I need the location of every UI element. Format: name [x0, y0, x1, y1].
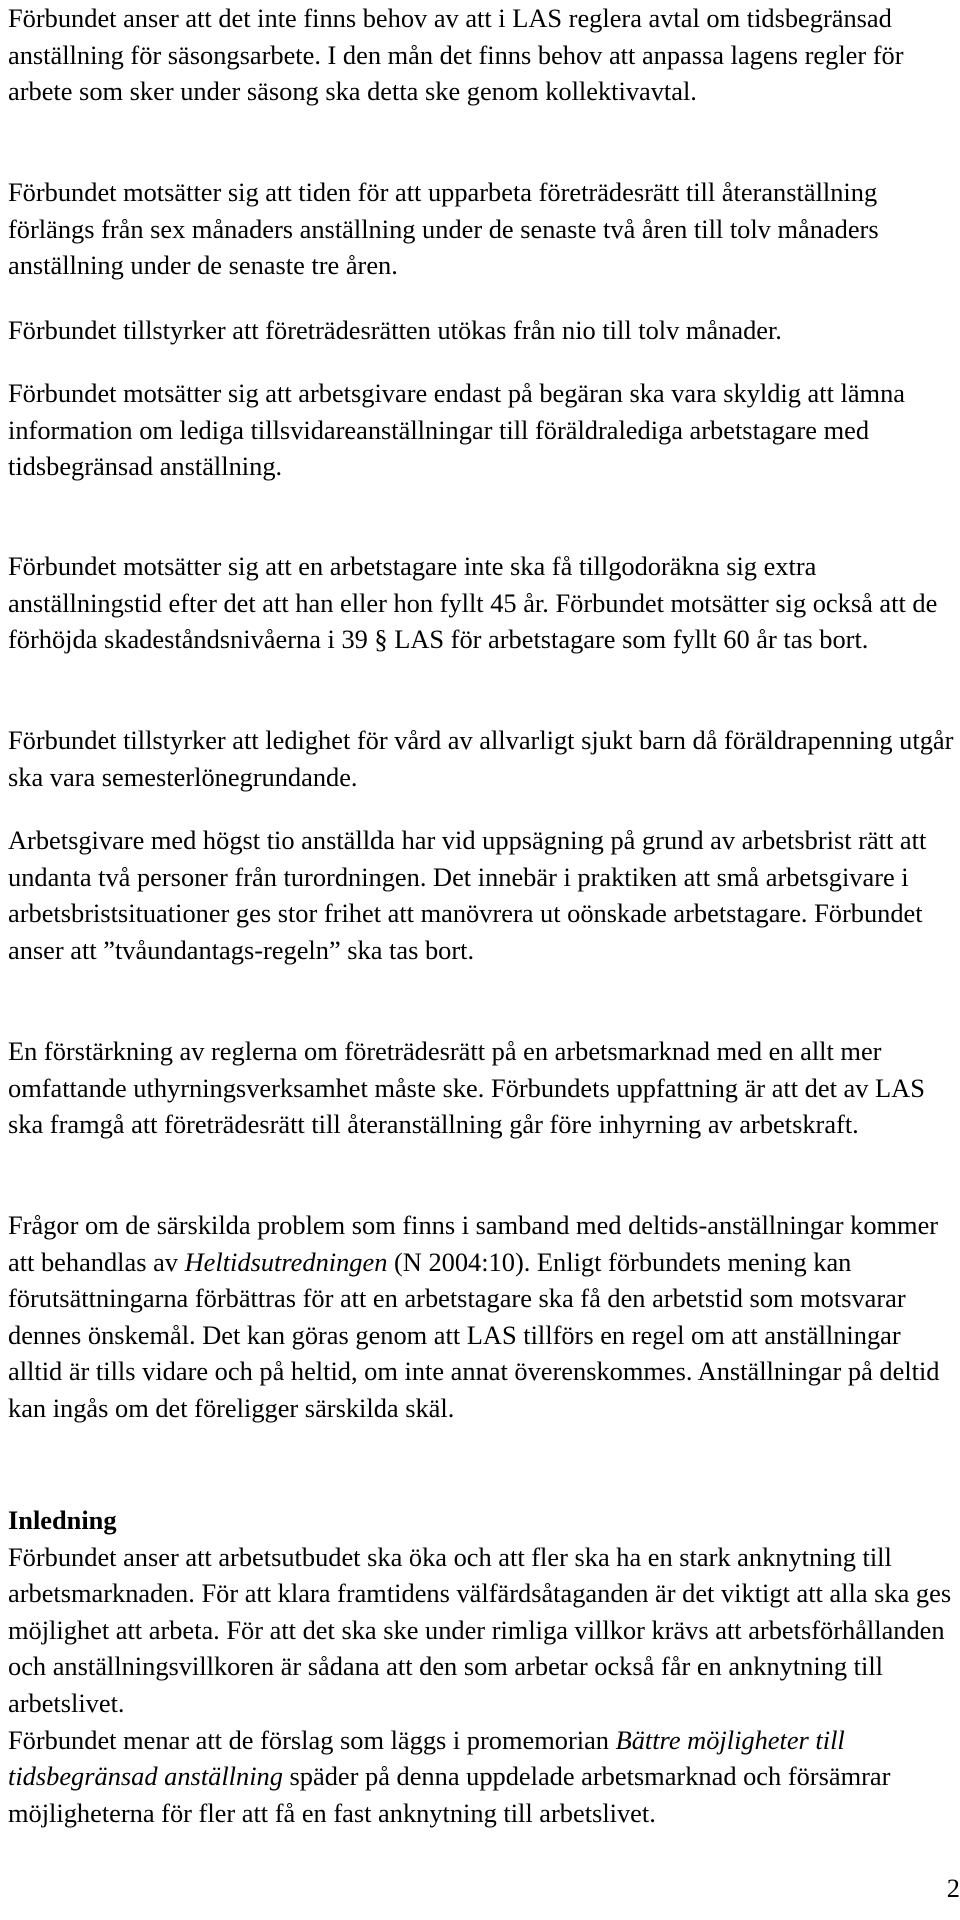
section-heading: Inledning	[8, 1505, 117, 1535]
paragraph-seasonal-work: Förbundet anser att det inte finns behov av att i LAS reglera avtal om tidsbegränsad anställning för säsongsarbete. I den mån det finns behov att anpassa lagens regler för arbete som sker under säsong ska detta ske genom kollektivavtal.	[8, 3, 904, 107]
paragraph-priority-right-extension: Förbundet tillstyrker att företrädesrätten utökas från nio till tolv månader.	[8, 315, 782, 345]
section-introduction	[8, 1502, 960, 1831]
memorandum-title: Bättre möjligheter till tidsbegränsad anställning	[8, 1724, 845, 1792]
section-text-1: Förbundet anser att arbetsutbudet ska öka och att fler ska ha en stark anknytning till arbetsmarknaden. För att klara framtidens välfärdsåtaganden är det viktigt att alla ska ges möjlighet att arbeta. För att det ska ske under rimliga villkor krävs att arbetsförhållanden och anställningsvillkoren är sådana att den som arbetar också får en anknytning till arbetslivet.	[8, 1541, 952, 1718]
section-text-2-part-2: späder på denna uppdelade arbetsmarknad och försämrar möjligheterna för fler att få en fast anknytning till arbetslivet.	[8, 1761, 891, 1828]
paragraph-priority-right-period: Förbundet motsätter sig att tiden för att upparbeta företrädesrätt till återanställning förlängs från sex månaders anställning under de senaste två åren till tolv månaders anställning under de senaste tre åren.	[8, 177, 879, 281]
paragraph-two-exemption-rule: Arbetsgivare med högst tio anställda har vid uppsägning på grund av arbetsbrist rätt att undanta två personer från turordningen. Det innebär i praktiken att små arbetsgivare i arbetsbristsituationer ges stor frihet att manövrera ut oönskade arbetstagare. Förbundet anser att ”tvåundantags-regeln” ska tas bort.	[8, 825, 927, 965]
section-text-2-part-1: Förbundet menar att de förslag som läggs i promemorian	[8, 1724, 616, 1755]
paragraph-staffing-agency: En förstärkning av reglerna om företrädesrätt på en arbetsmarknad med en allt mer omfattande uthyrningsverksamhet måste ske. Förbundets uppfattning är att det av LAS ska framgå att företrädesrätt till återanställning går före inhyrning av arbetskraft.	[8, 1036, 925, 1140]
page-number: 2	[946, 1873, 960, 1903]
paragraph-information-duty: Förbundet motsätter sig att arbetsgivare endast på begäran ska vara skyldig att lämna information om lediga tillsvidareanställningar till föräldralediga arbetstagare med tidsbegränsad anställning.	[8, 378, 905, 482]
paragraph-sick-child-leave: Förbundet tillstyrker att ledighet för vård av allvarligt sjukt barn då föräldrapenning utgår ska vara semesterlönegrundande.	[8, 725, 954, 792]
paragraph-part-time-text-2: (N 2004:10). Enligt förbundets mening kan förutsättningarna förbättras för att en arbetstagare ska få den arbetstid som motsvarar dennes önskemål. Det kan göras genom att LAS tillförs en regel om att anställningar alltid är tills vidare och på heltid, om inte annat överenskommes. Anställningar på deltid kan ingås om det föreligger särskilda skäl.	[8, 1246, 940, 1423]
paragraph-part-time-text-1: Frågor om de särskilda problem som finns i samband med deltids-anställningar kommer att behandlas av	[8, 1210, 939, 1277]
paragraph-age-rules: Förbundet motsätter sig att en arbetstagare inte ska få tillgodoräkna sig extra anställningstid efter det att han eller hon fyllt 45 år. Förbundet motsätter sig också att de förhöjda skadeståndsnivåerna i 39 § LAS för arbetstagare som fyllt 60 år tas bort.	[8, 551, 938, 655]
paragraph-part-time	[8, 1207, 960, 1427]
inquiry-title: Heltidsutredningen	[184, 1246, 388, 1277]
